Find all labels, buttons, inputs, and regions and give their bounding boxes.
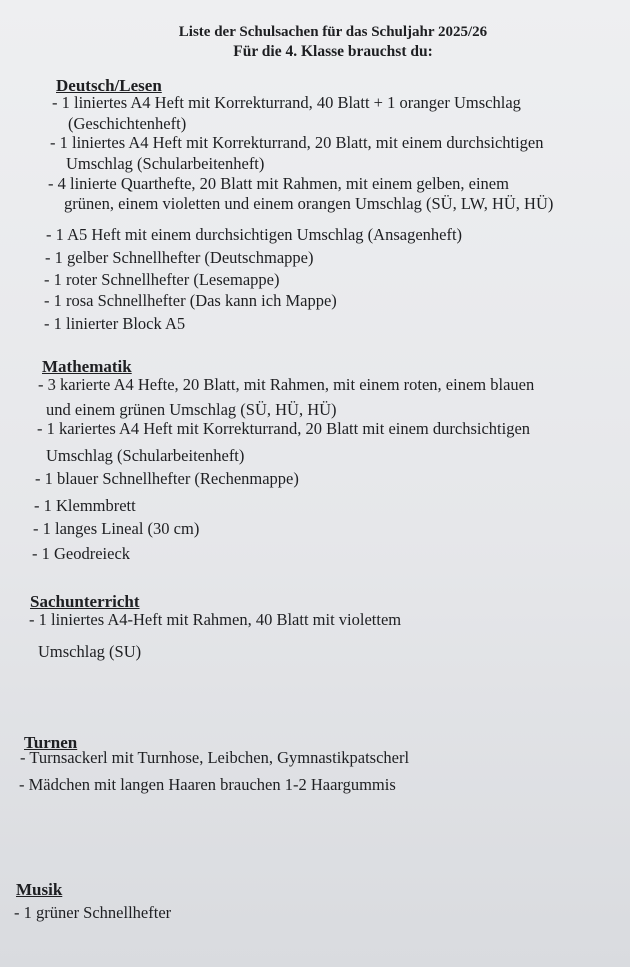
list-item: - 1 roter Schnellhefter (Lesemappe)	[44, 270, 280, 289]
document-subtitle: Für die 4. Klasse brauchst du:	[233, 43, 433, 60]
document-title: Liste der Schulsachen für das Schuljahr 2025/26	[178, 24, 488, 40]
list-item: - 1 liniertes A4-Heft mit Rahmen, 40 Blatt mit violettem	[29, 610, 402, 629]
list-item: - 1 blauer Schnellhefter (Rechenmappe)	[35, 469, 299, 488]
list-item: - 1 gelber Schnellhefter (Deutschmappe)	[45, 248, 314, 267]
list-item: - 1 A5 Heft mit einem durchsichtigen Umschlag (Ansagenheft)	[46, 225, 463, 244]
list-item-continuation: grünen, einem violetten und einem orangen Umschlag (SÜ, LW, HÜ, HÜ)	[64, 194, 554, 213]
section-title-deutsch: Deutsch/Lesen	[56, 76, 162, 95]
list-item: - 4 linierte Quarthefte, 20 Blatt mit Rahmen, mit einem gelben, einem	[48, 174, 509, 193]
list-item-continuation: und einem grünen Umschlag (SÜ, HÜ, HÜ)	[46, 400, 337, 419]
list-item: - 1 liniertes A4 Heft mit Korrekturrand, 20 Blatt, mit einem durchsichtigen	[50, 133, 544, 152]
list-item: - 1 liniertes A4 Heft mit Korrekturrand, 40 Blatt + 1 oranger Umschlag	[52, 93, 521, 112]
list-item: - 3 karierte A4 Hefte, 20 Blatt, mit Rahmen, mit einem roten, einem blauen	[38, 375, 535, 394]
list-item: - 1 Klemmbrett	[34, 496, 136, 515]
section-title-turnen: Turnen	[24, 733, 78, 752]
list-item: - 1 langes Lineal (30 cm)	[33, 519, 200, 538]
list-item: - 1 linierter Block A5	[44, 314, 186, 333]
list-item-continuation: Umschlag (Schularbeitenheft)	[46, 446, 245, 465]
list-item-continuation: Umschlag (Schularbeitenheft)	[66, 154, 265, 173]
list-item-continuation: Umschlag (SU)	[38, 642, 142, 661]
list-item: - 1 Geodreieck	[32, 544, 131, 563]
section-title-sachunterricht: Sachunterricht	[30, 592, 140, 611]
section-title-musik: Musik	[16, 880, 63, 899]
list-item: - 1 rosa Schnellhefter (Das kann ich Mappe)	[44, 291, 337, 310]
list-item: - 1 kariertes A4 Heft mit Korrekturrand, 20 Blatt mit einem durchsichtigen	[37, 419, 531, 438]
list-item: - Mädchen mit langen Haaren brauchen 1-2 Haargummis	[19, 775, 396, 794]
list-item: - 1 grüner Schnellhefter	[14, 903, 172, 922]
list-item: - Turnsackerl mit Turnhose, Leibchen, Gymnastikpatscherl	[20, 748, 410, 767]
list-item-continuation: (Geschichtenheft)	[68, 114, 187, 133]
section-title-mathematik: Mathematik	[42, 357, 132, 376]
